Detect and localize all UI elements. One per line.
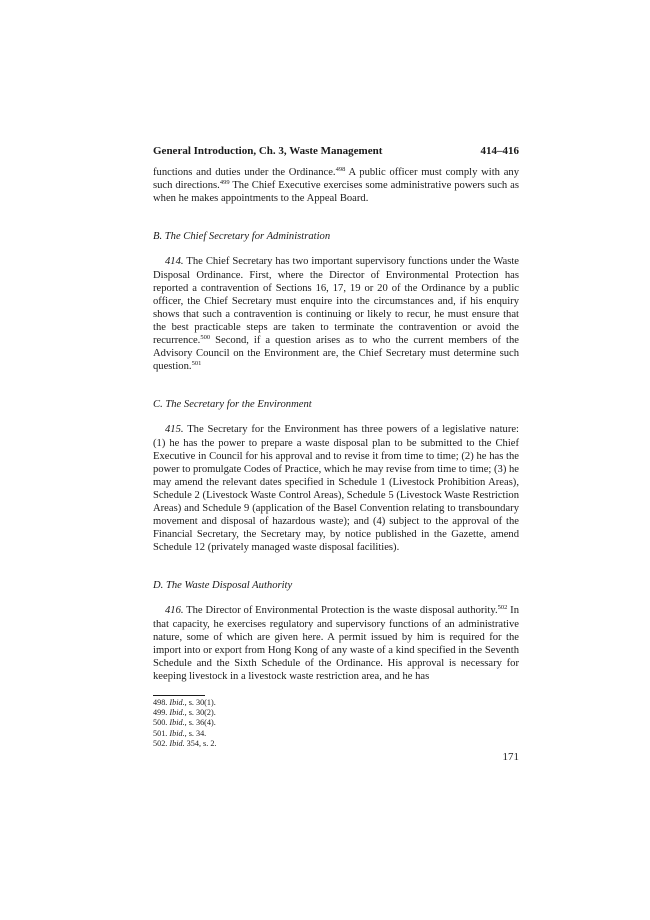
paragraph-415: 415. The Secretary for the Environment has three powers of a legislative nature: (1) he has the power to prepare a waste disposal plan to be submitted to the Chief Executive in Council for his approval and to revise it from time to time; (2) he has the power to promulgate Codes of Practice, which he may revise from time to time; (3) he may amend the relevant dates specified in Schedule 1 (Livestock Prohibition Areas), Schedule 2 (Livestock Waste Control Areas), Schedule 5 (Livestock Waste Restriction Areas) and Schedule 9 (application of the Basel Convention relating to transboundary movement and disposal of hazardous waste); and (4) subject to the approval of the Financial Secretary, the Secretary may, by notice published in the Gazette, amend Schedule 12 (privately managed waste disposal facilities). <box>153 424 519 554</box>
paragraph-number: 415. <box>165 424 184 436</box>
section-heading-c: C. The Secretary for the Environment <box>153 399 312 411</box>
section-heading-d: D. The Waste Disposal Authority <box>153 580 293 592</box>
footnote-ref-499[interactable]: 499 <box>219 179 230 187</box>
header-title: General Introduction, Ch. 3, Waste Management <box>153 145 383 157</box>
paragraph-number: 416. <box>165 605 184 617</box>
footnote-item: 501. Ibid., s. 34. <box>153 728 207 738</box>
footnote-ref-501[interactable]: 501 <box>191 360 202 368</box>
intro-paragraph: functions and duties under the Ordinance.$^{498}$ A public officer must comply with any such directions.$^{499}$ The Chief Executive exercises some administrative powers such as when he makes appointments to the Appeal Board. <box>153 166 519 205</box>
header-paragraph-range: 414–416 <box>480 145 519 157</box>
footnotes <box>153 698 519 749</box>
paragraph-416: 416. The Director of Environmental Protection is the waste disposal authority.$^{502}$ In that capacity, he exercises regulatory and supervisory functions of an administrative nature, some of which are given here. A permit issued by him is required for the import into or export from Hong Kong of any waste of a kind specified in the Seventh Schedule and the Sixth Schedule of the Ordinance. His approval is necessary for keeping livestock in a livestock waste restriction area, and he has <box>153 604 519 682</box>
footnote-item: 502. Ibid. 354, s. 2. <box>153 738 217 748</box>
footnote-ref-498[interactable]: 498 <box>335 166 346 174</box>
footnote-ref-500[interactable]: 500 <box>200 334 211 342</box>
page-body <box>153 145 519 749</box>
section-heading-b: B. The Chief Secretary for Administration <box>153 231 331 243</box>
footnote-divider <box>153 695 205 696</box>
paragraph-414: 414. The Chief Secretary has two important supervisory functions under the Waste Disposal Ordinance. First, where the Director of Environmental Protection has reported a contravention of Sections 16, 17, 19 or 20 of the Ordinance by a public officer, the Chief Secretary must enquire into the circumstances and, if his enquiry shows that such a contravention is continuing or likely to recur, he must ensure that the best practicable steps are taken to terminate the contravention or avoid the recurrence.$^{500}$ Second, if a question arises as to who the current members of the Advisory Council on the Environment are, the Chief Secretary must determine such question.$^{501}$ <box>153 256 519 373</box>
footnote-item: 500. Ibid., s. 36(4). <box>153 718 216 728</box>
paragraph-number: 414. <box>165 256 184 268</box>
footnote-item: 498. Ibid., s. 30(1). <box>153 698 216 707</box>
footnote-ref-502[interactable]: 502 <box>497 604 508 612</box>
page-number: 171 <box>502 751 519 763</box>
footnote-item: 499. Ibid., s. 30(2). <box>153 708 216 718</box>
running-header <box>153 145 519 158</box>
